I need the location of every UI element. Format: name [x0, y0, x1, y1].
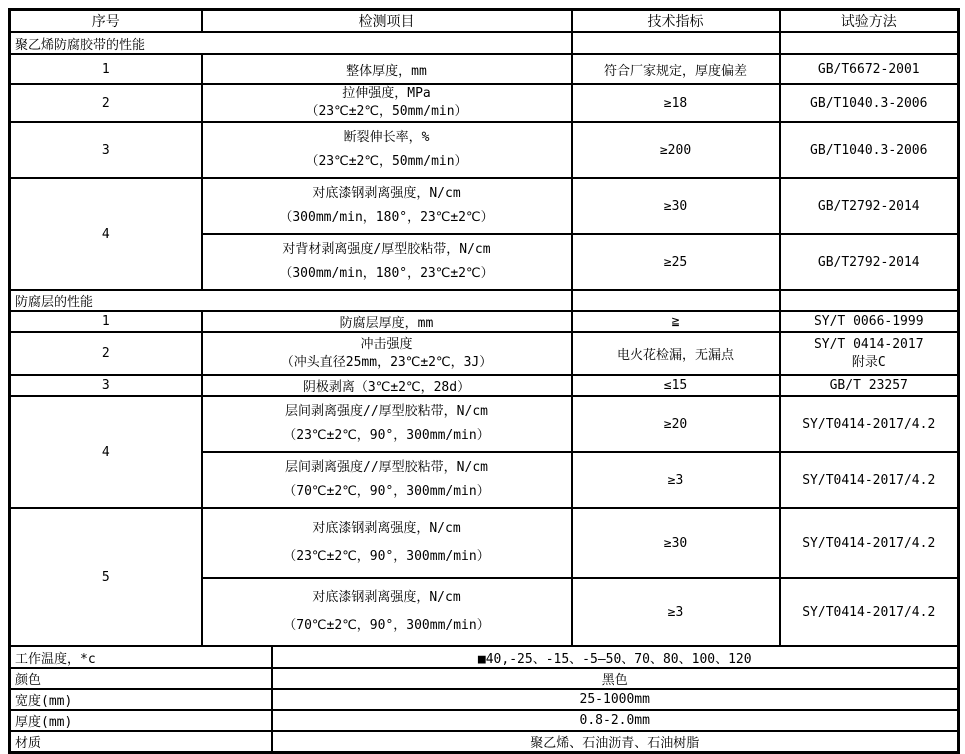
serial-cell: 4 [10, 178, 202, 290]
item-cell [202, 452, 572, 508]
table-row [10, 332, 959, 375]
method-cell: SY/T0414-2017/4.2 [780, 578, 959, 646]
footer-row-thickness [10, 710, 959, 731]
item-cell [202, 234, 572, 290]
index-cell: 电火花检漏，无漏点 [572, 332, 780, 375]
method-line-2: 附录C [851, 354, 886, 370]
empty-cell [780, 290, 959, 311]
serial-cell: 1 [10, 54, 202, 84]
method-cell: GB/T 23257 [780, 375, 959, 396]
method-cell: SY/T0414-2017/4.2 [780, 508, 959, 578]
header-item: 检测项目 [202, 10, 572, 33]
header-method: 试验方法 [780, 10, 959, 33]
serial-cell: 5 [10, 508, 202, 646]
table-row [10, 178, 959, 234]
item-cell: 整体厚度，mm [202, 54, 572, 84]
method-cell: GB/T2792-2014 [780, 234, 959, 290]
item-cell [202, 332, 572, 375]
method-cell: GB/T2792-2014 [780, 178, 959, 234]
footer-value: 0.8-2.0mm [272, 710, 959, 731]
item-line-2: （23℃±2℃，50mm/min） [305, 104, 468, 119]
index-cell: ≧ [572, 311, 780, 332]
item-line-1: 拉伸强度，MPa [342, 86, 431, 101]
footer-value: 25-1000mm [272, 689, 959, 710]
header-serial: 序号 [10, 10, 202, 33]
empty-cell [572, 290, 780, 311]
footer-label: 材质 [10, 731, 272, 753]
footer-row-working-temperature [10, 646, 959, 668]
serial-cell: 3 [10, 122, 202, 178]
item-line-1: 断裂伸长率，% [343, 130, 430, 145]
table-row [10, 84, 959, 122]
index-cell: ≤15 [572, 375, 780, 396]
method-cell: SY/T 0066-1999 [780, 311, 959, 332]
item-line-2: （300mm/min，180°，23℃±2℃） [279, 266, 494, 281]
section1-title-row [10, 32, 959, 54]
item-line-1: 对底漆钢剥离强度，N/cm [312, 590, 461, 605]
table-header-row [10, 10, 959, 33]
index-cell: ≥30 [572, 178, 780, 234]
index-cell: ≥3 [572, 578, 780, 646]
item-line-2: （23℃±2℃，90°，300mm/min） [283, 428, 490, 443]
method-cell [780, 332, 959, 375]
index-cell: ≥20 [572, 396, 780, 452]
serial-cell: 3 [10, 375, 202, 396]
item-line-1: 对背材剥离强度/厚型胶粘带，N/cm [282, 242, 491, 257]
item-cell [202, 122, 572, 178]
method-cell: SY/T0414-2017/4.2 [780, 452, 959, 508]
item-cell: 防腐层厚度，mm [202, 311, 572, 332]
index-cell: ≥30 [572, 508, 780, 578]
item-line-1: 冲击强度 [360, 336, 413, 352]
item-line-2: （300mm/min，180°，23℃±2℃） [279, 210, 494, 225]
footer-label: 工作温度，*c [10, 646, 272, 668]
footer-label: 宽度(mm) [10, 689, 272, 710]
serial-cell: 1 [10, 311, 202, 332]
section-title: 聚乙烯防腐胶带的性能 [10, 32, 572, 54]
empty-cell [780, 32, 959, 54]
footer-row-width [10, 689, 959, 710]
index-cell: 符合厂家规定，厚度偏差 [572, 54, 780, 84]
item-line-1: 层间剥离强度//厚型胶粘带，N/cm [285, 404, 488, 419]
item-cell [202, 508, 572, 578]
item-line-2: （70℃±2℃，90°，300mm/min） [283, 618, 490, 633]
footer-label: 颜色 [10, 668, 272, 689]
index-cell: ≥3 [572, 452, 780, 508]
item-line-2: （冲头直径25mm，23℃±2℃，3J） [280, 354, 493, 370]
footer-value: 黑色 [272, 668, 959, 689]
serial-cell: 2 [10, 332, 202, 375]
item-cell [202, 84, 572, 122]
serial-cell: 2 [10, 84, 202, 122]
method-cell: GB/T1040.3-2006 [780, 122, 959, 178]
footer-row-material [10, 731, 959, 753]
header-index: 技术指标 [572, 10, 780, 33]
item-line-1: 对底漆钢剥离强度，N/cm [312, 521, 461, 536]
method-line-1: SY/T 0414-2017 [813, 336, 924, 352]
item-cell [202, 178, 572, 234]
item-line-2: （70℃±2℃，90°，300mm/min） [283, 484, 490, 499]
item-line-1: 层间剥离强度//厚型胶粘带，N/cm [285, 460, 488, 475]
index-cell: ≥25 [572, 234, 780, 290]
serial-cell: 4 [10, 396, 202, 508]
section-title: 防腐层的性能 [10, 290, 572, 311]
index-cell: ≥18 [572, 84, 780, 122]
item-line-1: 对底漆钢剥离强度，N/cm [312, 186, 461, 201]
footer-row-color [10, 668, 959, 689]
item-line-2: （23℃±2℃，50mm/min） [305, 154, 468, 169]
item-line-2: （23℃±2℃，90°，300mm/min） [283, 549, 490, 564]
section2-title-row [10, 290, 959, 311]
spec-table [8, 8, 960, 754]
item-cell [202, 396, 572, 452]
empty-cell [572, 32, 780, 54]
table-row [10, 122, 959, 178]
item-cell [202, 578, 572, 646]
table-row [10, 396, 959, 452]
table-row [10, 54, 959, 84]
item-cell: 阴极剥离（3℃±2℃，28d） [202, 375, 572, 396]
footer-value: ■40,-25、-15、-5—50、70、80、100、120 [272, 646, 959, 668]
table-row [10, 375, 959, 396]
table-row [10, 311, 959, 332]
table-row [10, 508, 959, 578]
method-cell: GB/T1040.3-2006 [780, 84, 959, 122]
footer-value: 聚乙烯、石油沥青、石油树脂 [272, 731, 959, 753]
method-cell: SY/T0414-2017/4.2 [780, 396, 959, 452]
footer-label: 厚度(mm) [10, 710, 272, 731]
method-cell: GB/T6672-2001 [780, 54, 959, 84]
index-cell: ≥200 [572, 122, 780, 178]
